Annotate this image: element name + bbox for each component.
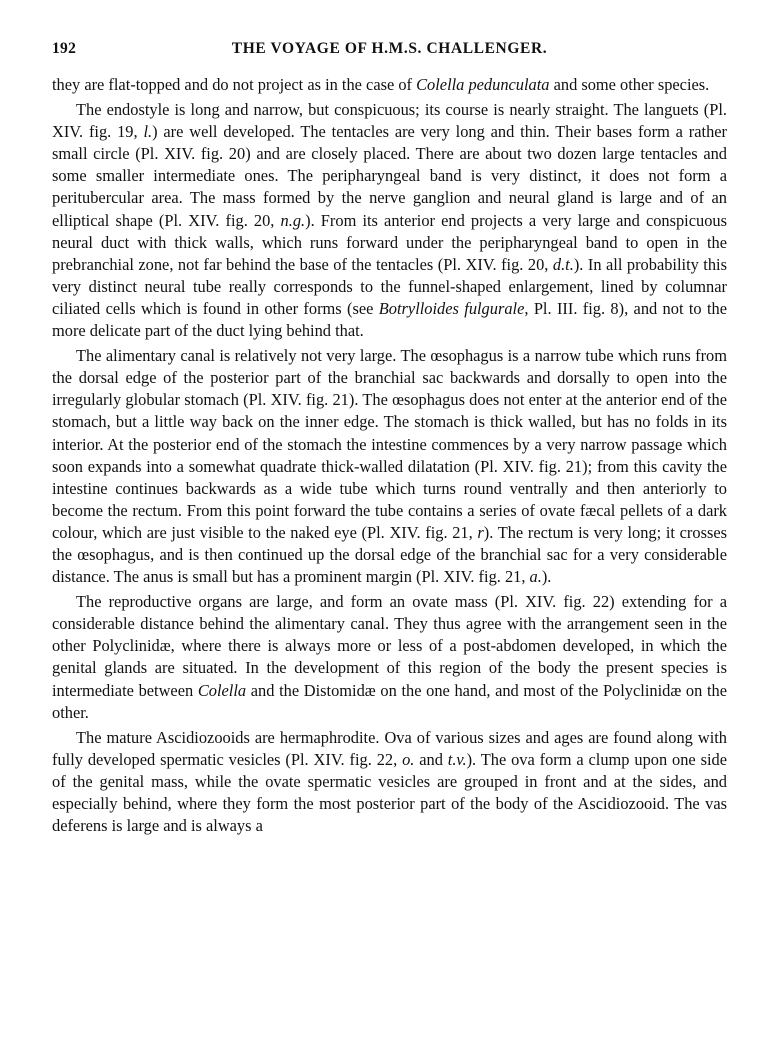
text-run: and	[414, 749, 448, 769]
text-run: and the Distomidæ on the one hand, and most of the Polyclinidæ on the other.	[52, 680, 727, 722]
text-run: ). In all probability this very distinct neural tube really corresponds to the funnel-shaped enlargement, lined by columnar ciliated cells which is found in other forms (see	[52, 254, 727, 318]
italic-term: n.g.	[280, 210, 306, 230]
text-run: The endostyle is long and narrow, but conspicuous; its course is nearly straight. The languets (Pl. XIV. fig. 19,	[52, 100, 727, 142]
page-header	[52, 40, 727, 66]
paragraph	[52, 591, 727, 724]
text-run: and some other species.	[549, 75, 710, 94]
text-run: The reproductive organs are large, and form an ovate mass (Pl. XIV. fig. 22) extending for a considerable distance behind the alimentary canal. They thus agree with the arrangement seen in the other Polyclinidæ, where there is always more or less of a post-abdomen developed, in which the genital glands are situated. In the development of this region of the body the present species is intermediate between	[52, 592, 727, 700]
text-run: ). The rectum is very long; it crosses the œsophagus, and is then continued up the dorsal edge of the branchial sac for a very considerable distance. The anus is small but has a prominent margin (Pl. XIV. fig. 21,	[52, 522, 727, 587]
book-page	[52, 40, 727, 840]
text-run: ). The ova form a clump upon one side of the genital mass, while the ovate spermatic vesicles are grouped in front and at the sides, and especially behind, where they form the most posterior part of the body of the Ascidiozooid. The vas deferens is large and is always a	[52, 749, 727, 836]
italic-term: d.t.	[552, 254, 574, 274]
text-run: The alimentary canal is relatively not very large. The œsophagus is a narrow tube which runs from the dorsal edge of the posterior part of the branchial sac backwards and dorsally to open into the irregularly globular stomach (Pl. XIV. fig. 21). The œsophagus does not enter at the anterior end of the stomach, but a little way back on the inner edge. The stomach is thick walled, but has no folds in its interior. At the posterior end of the stomach the intestine commences by a very narrow passage which soon expands into a somewhat quadrate thick-walled dilatation (Pl. XIV. fig. 21); from this cavity the intestine continues backwards as a wide tube which turns round ventrally and then anteriorly to become the rectum. From this point forward the tube contains a series of ovate fæcal pellets of a dark colour, which are just visible to the naked eye (Pl. XIV. fig. 21,	[52, 346, 727, 542]
text-run: ). From its anterior end projects a very large and conspicuous neural duct with thick walls, which runs forward under the peripharyngeal band to open in the prebranchial zone, not far behind the base of the tentacles (Pl. XIV. fig. 20,	[52, 210, 727, 274]
running-title: THE VOYAGE OF H.M.S. CHALLENGER.	[231, 40, 548, 57]
body-text	[52, 74, 727, 837]
text-run: ) are well developed. The tentacles are very long and thin. Their bases form a rather small circle (Pl. XIV. fig. 20) and are closely placed. There are about two dozen large tentacles and some smaller intermediate ones. The peripharyngeal band is very distinct, it does not form a peritubercular area. The mass formed by the nerve ganglion and neural gland is large and of an elliptical shape (Pl. XIV. fig. 20,	[52, 122, 728, 230]
paragraph	[52, 99, 727, 342]
text-run: The mature Ascidiozooids are hermaphrodite. Ova of various sizes and ages are found along with fully developed spermatic vesicles (Pl. XIV. fig. 22,	[52, 727, 727, 769]
italic-term: l.	[143, 122, 153, 142]
text-run: they are flat-topped and do not project as in the case of	[52, 75, 417, 94]
paragraph	[52, 345, 727, 588]
italic-term: r	[477, 522, 484, 542]
italic-term: Botrylloides fulgurale	[378, 298, 525, 318]
italic-term: Colella	[197, 680, 247, 700]
italic-term: t.v.	[447, 749, 467, 769]
italic-term: a.	[529, 567, 542, 587]
italic-term: o.	[402, 749, 415, 769]
paragraph	[52, 74, 727, 96]
page-number: 192	[52, 40, 77, 57]
text-run: , Pl. III. fig. 8), and not to the more delicate part of the duct lying behind that.	[52, 298, 727, 341]
italic-term: Colella pedunculata	[416, 75, 550, 94]
paragraph	[52, 727, 727, 837]
text-run: ).	[541, 567, 552, 587]
